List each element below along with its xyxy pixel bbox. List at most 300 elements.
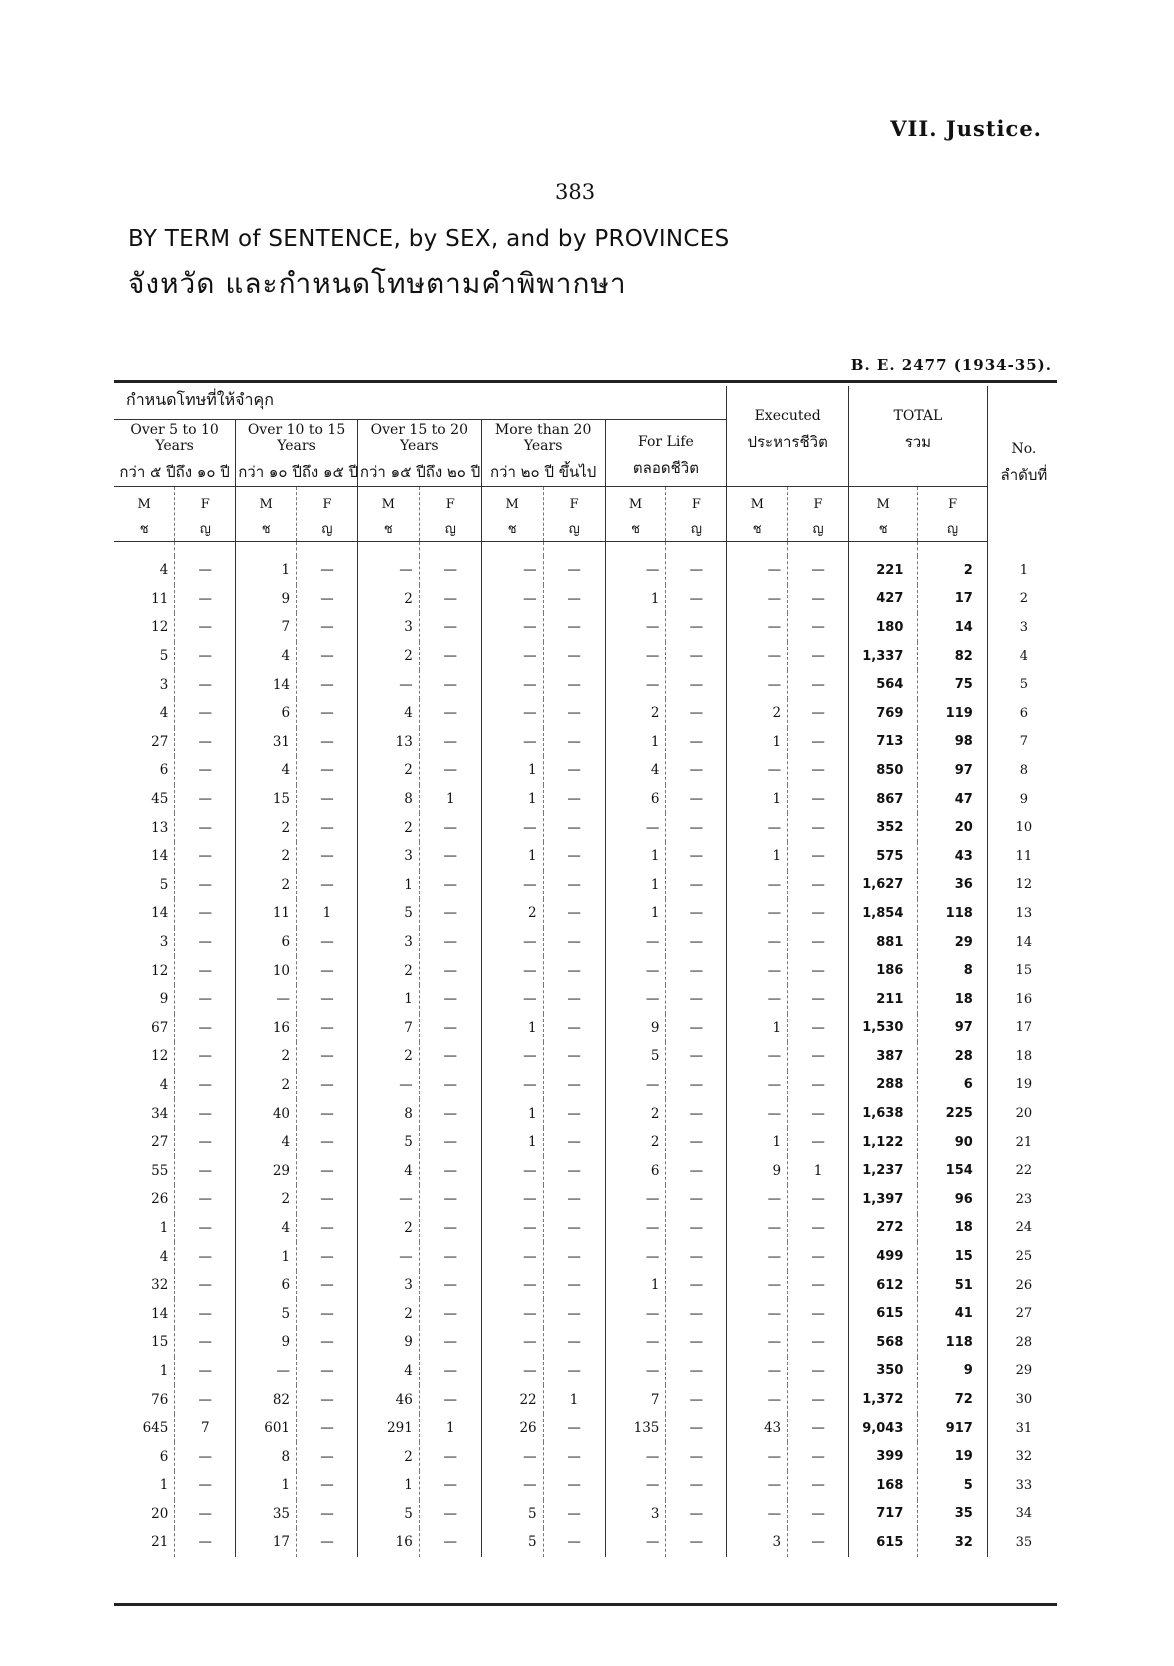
cell-executed-f: — [788, 1328, 849, 1357]
cell-executed-f: — [788, 956, 849, 985]
cell-over10-f: — [297, 1014, 358, 1043]
cell-row-number: 22 [987, 1156, 1060, 1185]
cell-executed-f: — [788, 1500, 849, 1529]
cell-more20-f: — [543, 1357, 605, 1386]
cell-over5-m: 4 [159, 562, 169, 579]
cell-life-m: — [605, 1471, 666, 1500]
cell-row-number: 33 [987, 1471, 1060, 1500]
cell-more20-f: 1 [543, 1385, 605, 1414]
cell-row-number: 10 [987, 813, 1060, 842]
cell-more20-m: 1 [481, 1128, 543, 1157]
cell-executed-m: 9 [727, 1156, 788, 1185]
cell-executed-f: — [788, 585, 849, 614]
cell-total-f: 51 [918, 1271, 987, 1300]
cell-life-m: — [605, 1528, 666, 1557]
cell-total-m: 350 [849, 1357, 918, 1386]
cell-over15-f: — [419, 1328, 481, 1357]
cell-total-m: 564 [849, 670, 918, 699]
cell-executed-m: — [727, 642, 788, 671]
cell-life-m: — [605, 1299, 666, 1328]
cell-executed-f: — [788, 1185, 849, 1214]
cell-over10-m: 7 [236, 613, 297, 642]
cell-over15-f: — [419, 1214, 481, 1243]
cell-total-f: 35 [918, 1500, 987, 1529]
cell-over10-m: 15 [236, 785, 297, 814]
cell-more20-f: — [543, 1185, 605, 1214]
cell-over15-m: 4 [357, 699, 419, 728]
cell-executed-f: — [788, 1271, 849, 1300]
cell-total-f: 41 [918, 1299, 987, 1328]
cell-row-number: 19 [987, 1071, 1060, 1100]
cell-over10-f: — [297, 1385, 358, 1414]
cell-more20-f: — [543, 871, 605, 900]
section-header: VII. Justice. [890, 116, 1042, 141]
cell-over10-f: — [297, 785, 358, 814]
cell-over15-m: 13 [357, 728, 419, 757]
cell-executed-m: — [727, 928, 788, 957]
spacer-cell [481, 542, 543, 557]
cell-life-f: — [666, 756, 727, 785]
cell-over5-f: — [175, 556, 236, 585]
cell-over10-m: 6 [236, 1271, 297, 1300]
cell-over5-m: 34 [151, 1105, 169, 1122]
table-row [114, 1214, 1060, 1243]
cell-over5-f: — [175, 1156, 236, 1185]
cell-over15-f: — [419, 613, 481, 642]
cell-executed-m: — [727, 1442, 788, 1471]
cell-executed-m: 1 [727, 1014, 788, 1043]
cell-over10-f: — [297, 1357, 358, 1386]
cell-row-number: 24 [987, 1214, 1060, 1243]
over10-female-header [297, 487, 358, 542]
cell-more20-m: — [481, 642, 543, 671]
cell-over15-f: — [419, 813, 481, 842]
cell-life-f: — [666, 1299, 727, 1328]
cell-over15-f: — [419, 1471, 481, 1500]
page-title-english: BY TERM of SENTENCE, by SEX, and by PROVINCES [128, 226, 730, 252]
cell-life-m: 2 [605, 1128, 666, 1157]
cell-total-m: 717 [849, 1500, 918, 1529]
over10-header [236, 420, 358, 487]
cell-over10-m: 2 [236, 813, 297, 842]
cell-over15-m: 2 [357, 585, 419, 614]
cell-row-number: 17 [987, 1014, 1060, 1043]
cell-total-m: 1,237 [849, 1156, 918, 1185]
cell-over5-f: — [175, 842, 236, 871]
cell-total-f: 32 [918, 1528, 987, 1557]
cell-total-m: 272 [849, 1214, 918, 1243]
cell-executed-f: — [788, 556, 849, 585]
cell-over10-f: — [297, 1042, 358, 1071]
cell-over10-m: 9 [236, 1328, 297, 1357]
cell-over15-f: — [419, 1071, 481, 1100]
cell-executed-m: — [727, 899, 788, 928]
cell-executed-m: — [727, 1299, 788, 1328]
cell-row-number: 14 [987, 928, 1060, 957]
cell-over15-f: — [419, 728, 481, 757]
life-header-en: For Life [638, 434, 694, 450]
cell-over5-f: — [175, 1071, 236, 1100]
spacer-cell [918, 542, 987, 557]
cell-row-number: 32 [987, 1442, 1060, 1471]
cell-life-m: — [605, 1071, 666, 1100]
cell-over5-m: 3 [159, 676, 169, 693]
cell-over5-f: — [175, 1442, 236, 1471]
cell-over10-f: — [297, 642, 358, 671]
cell-over5-f: — [175, 670, 236, 699]
cell-over5-f: — [175, 1242, 236, 1271]
table-row [114, 985, 1060, 1014]
cell-life-m: 1 [605, 1271, 666, 1300]
cell-total-m: 186 [849, 956, 918, 985]
cell-over5-m: 14 [151, 848, 169, 865]
cell-over15-m: 16 [357, 1528, 419, 1557]
cell-life-f: — [666, 1471, 727, 1500]
cell-row-number: 21 [987, 1128, 1060, 1157]
number-header [987, 386, 1060, 542]
cell-row-number: 16 [987, 985, 1060, 1014]
cell-over5-f: — [175, 1014, 236, 1043]
cell-life-f: — [666, 1185, 727, 1214]
cell-over15-f: — [419, 670, 481, 699]
cell-over10-f: — [297, 1528, 358, 1557]
cell-executed-m: — [727, 956, 788, 985]
cell-life-m: — [605, 613, 666, 642]
cell-over10-f: — [297, 1242, 358, 1271]
cell-life-m: — [605, 642, 666, 671]
cell-over15-m: — [357, 1185, 419, 1214]
cell-executed-m: — [727, 1242, 788, 1271]
cell-life-f: — [666, 928, 727, 957]
female-label-th: ญ [947, 522, 959, 537]
spacer-cell [236, 542, 297, 557]
cell-executed-m: 1 [727, 728, 788, 757]
cell-total-f: 8 [918, 956, 987, 985]
more20-header-th: กว่า ๒๐ ปี ขึ้นไป [489, 463, 597, 481]
cell-more20-f: — [543, 1042, 605, 1071]
cell-life-f: — [666, 1014, 727, 1043]
cell-over15-m: 2 [357, 642, 419, 671]
cell-more20-f: — [543, 928, 605, 957]
cell-life-m: 2 [605, 699, 666, 728]
cell-over15-m: — [357, 1071, 419, 1100]
cell-more20-m: — [481, 1156, 543, 1185]
cell-total-f: 119 [918, 699, 987, 728]
cell-over5-m: 11 [151, 590, 169, 607]
cell-total-f: 17 [918, 585, 987, 614]
cell-more20-f: — [543, 842, 605, 871]
cell-row-number: 35 [987, 1528, 1060, 1557]
more20-header [481, 420, 605, 487]
table-row [114, 756, 1060, 785]
cell-over15-m: 2 [357, 813, 419, 842]
table-row [114, 813, 1060, 842]
cell-over10-m: 31 [236, 728, 297, 757]
cell-life-f: — [666, 956, 727, 985]
spacer-cell [666, 542, 727, 557]
cell-executed-m: 2 [727, 699, 788, 728]
cell-over10-m: 35 [236, 1500, 297, 1529]
sentence-table-body [114, 542, 1060, 1557]
cell-over5-m: 21 [151, 1534, 169, 1551]
cell-executed-f: — [788, 842, 849, 871]
cell-over5-f: — [175, 985, 236, 1014]
cell-life-m: 7 [605, 1385, 666, 1414]
cell-total-f: 90 [918, 1128, 987, 1157]
cell-executed-m: — [727, 556, 788, 585]
cell-executed-f: — [788, 1128, 849, 1157]
cell-executed-m: — [727, 1099, 788, 1128]
cell-over10-f: — [297, 813, 358, 842]
cell-over10-f: — [297, 556, 358, 585]
cell-total-f: 6 [918, 1071, 987, 1100]
cell-life-f: — [666, 1500, 727, 1529]
spacer-cell [175, 542, 236, 557]
cell-over10-m: 4 [236, 1214, 297, 1243]
male-label-en: M [259, 497, 273, 512]
female-label-en: F [445, 497, 455, 512]
cell-executed-m: — [727, 1271, 788, 1300]
spacer-cell [987, 542, 1060, 557]
cell-total-f: 18 [918, 1214, 987, 1243]
cell-more20-f: — [543, 728, 605, 757]
cell-life-m: 2 [605, 1099, 666, 1128]
cell-more20-m: 1 [481, 842, 543, 871]
cell-over10-m: 4 [236, 642, 297, 671]
table-row [114, 956, 1060, 985]
cell-over10-f: — [297, 842, 358, 871]
cell-more20-m: — [481, 928, 543, 957]
table-row [114, 556, 1060, 585]
cell-executed-f: — [788, 899, 849, 928]
cell-row-number: 1 [987, 556, 1060, 585]
cell-over15-f: — [419, 1156, 481, 1185]
spacer-cell [357, 542, 419, 557]
cell-over5-f: — [175, 1528, 236, 1557]
cell-over10-f: — [297, 1471, 358, 1500]
cell-over15-m: 7 [357, 1014, 419, 1043]
cell-executed-m: 1 [727, 785, 788, 814]
cell-executed-f: — [788, 1242, 849, 1271]
table-row [114, 1357, 1060, 1386]
cell-more20-f: — [543, 1500, 605, 1529]
cell-over15-m: 3 [357, 1271, 419, 1300]
cell-over10-m: 1 [236, 1242, 297, 1271]
over15-header [357, 420, 481, 487]
cell-life-m: 3 [605, 1500, 666, 1529]
cell-over15-m: 2 [357, 1042, 419, 1071]
cell-life-f: — [666, 899, 727, 928]
cell-over15-m: 2 [357, 1442, 419, 1471]
cell-executed-m: — [727, 1471, 788, 1500]
cell-total-f: 97 [918, 756, 987, 785]
cell-executed-f: — [788, 1071, 849, 1100]
male-label-en: M [381, 497, 395, 512]
cell-over10-m: 17 [236, 1528, 297, 1557]
over15-header-th: กว่า ๑๕ ปีถึง ๒๐ ปี [359, 463, 481, 481]
cell-more20-m: — [481, 1071, 543, 1100]
cell-over15-f: — [419, 756, 481, 785]
cell-over5-m: 14 [151, 905, 169, 922]
cell-executed-m: — [727, 871, 788, 900]
cell-over15-m: 1 [357, 1471, 419, 1500]
cell-total-m: 387 [849, 1042, 918, 1071]
executed-female-header [788, 487, 849, 542]
cell-life-m: 1 [605, 842, 666, 871]
cell-over15-f: — [419, 1099, 481, 1128]
cell-more20-m: 1 [481, 785, 543, 814]
cell-life-f: — [666, 728, 727, 757]
cell-more20-f: — [543, 1271, 605, 1300]
cell-row-number: 26 [987, 1271, 1060, 1300]
male-label-th: ช [507, 522, 517, 537]
cell-executed-f: — [788, 1357, 849, 1386]
cell-total-f: 72 [918, 1385, 987, 1414]
cell-more20-m: 26 [481, 1414, 543, 1443]
female-label-en: F [200, 497, 210, 512]
cell-over10-m: 10 [236, 956, 297, 985]
cell-over15-f: — [419, 899, 481, 928]
cell-more20-m: — [481, 1042, 543, 1071]
cell-executed-m: 43 [727, 1414, 788, 1443]
cell-life-m: — [605, 1442, 666, 1471]
cell-more20-f: — [543, 985, 605, 1014]
cell-total-f: 36 [918, 871, 987, 900]
cell-more20-m: — [481, 699, 543, 728]
cell-executed-f: — [788, 642, 849, 671]
number-header-en: No. [1011, 440, 1037, 457]
cell-over5-f: — [175, 871, 236, 900]
cell-more20-m: — [481, 556, 543, 585]
cell-row-number: 27 [987, 1299, 1060, 1328]
cell-total-f: 225 [918, 1099, 987, 1128]
cell-life-m: — [605, 1185, 666, 1214]
male-label-en: M [628, 497, 643, 512]
cell-executed-f: — [788, 1528, 849, 1557]
cell-over15-m: 46 [357, 1385, 419, 1414]
cell-executed-f: — [788, 1471, 849, 1500]
more20-female-header [543, 487, 605, 542]
cell-over15-f: — [419, 1271, 481, 1300]
cell-over5-m: 27 [151, 1134, 169, 1151]
spacer-cell [297, 542, 358, 557]
cell-over10-m: 11 [236, 899, 297, 928]
cell-life-m: — [605, 956, 666, 985]
cell-row-number: 12 [987, 871, 1060, 900]
cell-life-f: — [666, 1442, 727, 1471]
cell-over5-f: — [175, 956, 236, 985]
cell-total-f: 154 [918, 1156, 987, 1185]
cell-total-m: 399 [849, 1442, 918, 1471]
table-row [114, 613, 1060, 642]
cell-over15-m: 8 [357, 1099, 419, 1128]
table-row [114, 699, 1060, 728]
cell-total-f: 9 [918, 1357, 987, 1386]
cell-more20-m: — [481, 956, 543, 985]
spacer-cell [419, 542, 481, 557]
female-label-en: F [813, 497, 823, 512]
cell-over5-f: — [175, 613, 236, 642]
female-label-en: F [948, 497, 958, 512]
cell-total-m: 1,530 [849, 1014, 918, 1043]
cell-life-m: — [605, 1214, 666, 1243]
cell-over5-f: — [175, 728, 236, 757]
life-header [605, 420, 727, 487]
cell-life-m: 1 [605, 871, 666, 900]
cell-more20-m: 1 [481, 756, 543, 785]
cell-more20-m: — [481, 871, 543, 900]
cell-over5-f: — [175, 785, 236, 814]
cell-executed-f: — [788, 1442, 849, 1471]
cell-more20-m: — [481, 728, 543, 757]
cell-over10-m: 2 [236, 871, 297, 900]
male-label-th: ช [631, 522, 640, 537]
cell-total-m: 615 [849, 1299, 918, 1328]
cell-row-number: 8 [987, 756, 1060, 785]
cell-more20-m: 22 [481, 1385, 543, 1414]
cell-life-f: — [666, 1357, 727, 1386]
cell-row-number: 2 [987, 585, 1060, 614]
male-label-th: ช [383, 522, 393, 537]
cell-row-number: 9 [987, 785, 1060, 814]
cell-more20-f: — [543, 1299, 605, 1328]
imprisonment-group-label: กำหนดโทษที่ให้จำคุก [126, 390, 274, 409]
table-row [114, 1014, 1060, 1043]
female-label-en: F [322, 497, 332, 512]
cell-more20-m: — [481, 1242, 543, 1271]
cell-over15-f: — [419, 985, 481, 1014]
cell-total-f: 5 [918, 1471, 987, 1500]
number-header-th: ลำดับที่ [1000, 465, 1048, 484]
cell-life-f: — [666, 1071, 727, 1100]
table-row [114, 1328, 1060, 1357]
cell-life-f: — [666, 871, 727, 900]
female-label-en: F [691, 497, 701, 512]
cell-over10-m: 82 [236, 1385, 297, 1414]
cell-over5-m: 4 [159, 705, 169, 722]
cell-over15-m: — [357, 670, 419, 699]
cell-more20-f: — [543, 956, 605, 985]
cell-more20-m: 2 [481, 899, 543, 928]
cell-life-m: 6 [605, 785, 666, 814]
cell-over5-f: — [175, 1385, 236, 1414]
cell-total-f: 917 [918, 1414, 987, 1443]
cell-over5-m: 5 [159, 648, 169, 665]
cell-life-f: — [666, 1042, 727, 1071]
cell-over5-m: 55 [151, 1162, 169, 1179]
cell-life-m: 1 [605, 585, 666, 614]
cell-over15-f: — [419, 642, 481, 671]
cell-total-f: 20 [918, 813, 987, 842]
cell-row-number: 18 [987, 1042, 1060, 1071]
cell-over10-f: — [297, 1271, 358, 1300]
sentence-table-frame [114, 380, 1057, 1606]
cell-over10-f: — [297, 728, 358, 757]
cell-over5-m: 6 [159, 1448, 169, 1465]
cell-total-m: 1,854 [849, 899, 918, 928]
cell-over15-f: — [419, 699, 481, 728]
cell-over10-m: 1 [236, 1471, 297, 1500]
cell-row-number: 3 [987, 613, 1060, 642]
cell-executed-m: 1 [727, 1128, 788, 1157]
cell-over15-f: — [419, 1500, 481, 1529]
executed-header-th: ประหารชีวิต [747, 433, 828, 451]
cell-over10-f: 1 [297, 899, 358, 928]
cell-total-m: 221 [849, 556, 918, 585]
cell-over5-f: — [175, 1042, 236, 1071]
female-label-th: ญ [321, 522, 333, 537]
cell-total-f: 14 [918, 613, 987, 642]
